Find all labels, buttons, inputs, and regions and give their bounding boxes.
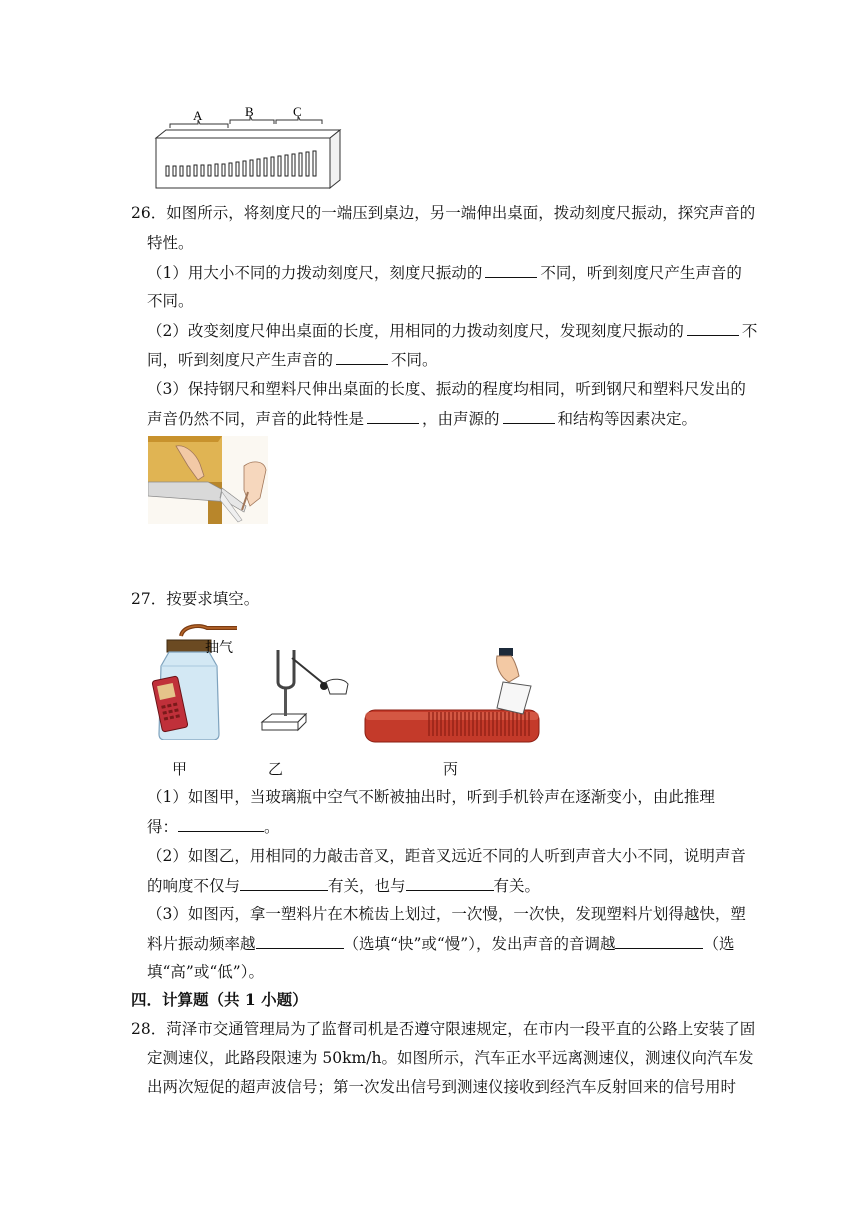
label-c: C <box>293 104 302 119</box>
q26-blank-1[interactable] <box>485 262 537 278</box>
label-b: B <box>245 104 254 119</box>
pump-label: 抽气 <box>205 640 233 656</box>
q27-p2-text-c: 有关，也与 <box>328 877 406 895</box>
q28-line1: 28．菏泽市交通管理局为了监督司机是否遵守限速规定，在市内一段平直的公路上安装了固 <box>131 1020 756 1038</box>
q26-p3-text-c: ，由声源的 <box>422 410 500 428</box>
q26-p1-text-a: （1）用大小不同的力拨动刻度尺，刻度尺振动的 <box>147 264 483 282</box>
q26-p2-text-a: （2）改变刻度尺伸出桌面的长度，用相同的力拨动刻度尺，发现刻度尺振动的 <box>147 322 684 340</box>
q26-part2-line1 <box>147 320 757 341</box>
q27-blank-3[interactable] <box>406 875 494 891</box>
q28-line3: 出两次短促的超声波信号；第一次发出信号到测速仪接收到经汽车反射回来的信号用时 <box>147 1078 737 1096</box>
q26-stem-line2: 特性。 <box>147 234 194 252</box>
q27-part3-line1: （3）如图丙，拿一塑料片在木梳齿上划过，一次慢，一次快，发现塑料片划得越快，塑 <box>147 905 746 923</box>
q26-part3-line2 <box>147 408 697 429</box>
q27-stem: 27．按要求填空。 <box>131 590 260 608</box>
q27-blank-1[interactable] <box>178 816 264 832</box>
q26-part1-line2: 不同。 <box>147 292 194 310</box>
q26-part2-line2 <box>147 349 438 370</box>
ruler-on-desk-image <box>148 436 268 524</box>
q27-p2-text-b: 的响度不仅与 <box>147 877 241 895</box>
q27-part1-line1: （1）如图甲，当玻璃瓶中空气不断被抽出时，听到手机铃声在逐渐变小，由此推理 <box>147 788 715 806</box>
q26-p2-text-b: 不 <box>741 322 758 340</box>
q27-p2-text-d: 有关。 <box>493 877 541 895</box>
q26-part1-line1 <box>147 262 742 283</box>
q26-p1-text-b: 不同，听到刻度尺产生声音的 <box>540 264 742 282</box>
q27-blank-4[interactable] <box>256 933 344 949</box>
caption-jia: 甲 <box>172 760 188 778</box>
q26-p3-text-d: 和结构等因素决定。 <box>557 410 698 428</box>
q27-part3-line2 <box>147 933 734 954</box>
q26-stem-line1: 26．如图所示，将刻度尺的一端压到桌边，另一端伸出桌面，拨动刻度尺振动，探究声音的 <box>131 204 756 222</box>
q26-part3-line1: （3）保持钢尺和塑料尺伸出桌面的长度、振动的程度均相同，听到钢尺和塑料尺发出的 <box>147 380 746 398</box>
section-4-heading: 四．计算题（共 1 小题） <box>131 990 308 1009</box>
q26-p2-text-d: 不同。 <box>391 351 438 369</box>
tuning-fork-figure <box>258 644 358 734</box>
comb-figure <box>363 642 543 746</box>
q26-blank-5[interactable] <box>503 408 555 424</box>
q27-p1-text-c: 。 <box>264 818 280 836</box>
q26-blank-2[interactable] <box>687 320 739 336</box>
q27-p3-text-b: 料片振动频率越 <box>147 935 256 953</box>
q26-blank-3[interactable] <box>336 349 388 365</box>
q26-p2-text-c: 同，听到刻度尺产生声音的 <box>147 351 334 369</box>
q27-blank-2[interactable] <box>240 875 328 891</box>
q27-part2-line2 <box>147 875 540 896</box>
q27-p1-text-b: 得： <box>147 818 179 836</box>
sound-block-figure <box>150 100 350 192</box>
q27-part3-line3: 填“高”或“低”）。 <box>147 963 264 981</box>
q27-p3-text-d: （选 <box>703 935 735 953</box>
q27-blank-5[interactable] <box>615 933 703 949</box>
q26-blank-4[interactable] <box>367 408 419 424</box>
q26-p3-text-b: 声音仍然不同，声音的此特性是 <box>147 410 365 428</box>
caption-yi: 乙 <box>268 760 284 778</box>
label-a: A <box>193 108 203 123</box>
q28-line2: 定测速仪，此路段限速为 50km/h。如图所示，汽车正水平远离测速仪，测速仪向汽车发 <box>147 1049 754 1067</box>
vacuum-jar-figure <box>147 622 242 740</box>
q27-part1-line2 <box>147 816 280 837</box>
caption-bing: 丙 <box>443 760 459 778</box>
q27-part2-line1: （2）如图乙，用相同的力敲击音叉，距音叉远近不同的人听到声音大小不同，说明声音 <box>147 847 746 865</box>
q27-p3-text-c: （选填“快”或“慢”），发出声音的音调越 <box>343 935 616 953</box>
